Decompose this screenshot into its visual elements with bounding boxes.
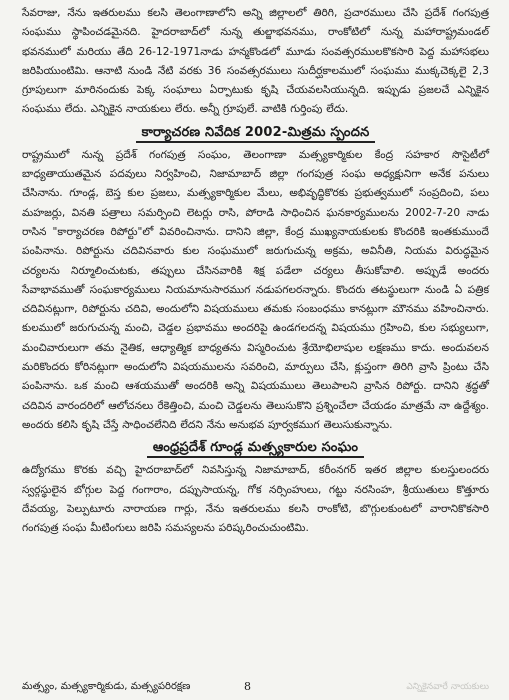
page-number: 8 bbox=[244, 680, 251, 693]
section-heading-report-text: కార్యాచరణ నివేదిక 2002-మిత్రమ స్పందన bbox=[136, 125, 376, 143]
section-heading-association-text: ఆంధ్రప్రదేశ్ గూండ్ల మత్స్యకారుల సంఘం bbox=[147, 440, 364, 458]
footer-keywords: మత్స్యం, మత్స్యకార్మికుడు, మత్స్యపరిరక్షణ bbox=[22, 681, 191, 692]
section-heading-report bbox=[22, 123, 489, 143]
association-paragraph: ఉద్యోగము కొరకు వచ్చి హైదరాబాద్‌లో నివసిస్తున్న నిజామాబాద్, కరీంనగర్ ఇతర జిల్లాల కులస్తులందరు స్వర్గస్థులైన బోగ్గుల పెద్ద గంగారాం, దప్పుసాయన్న, గోక నర్సింహులు, గట్టు నరసింహ, శ్రీయుతులు కొత్తూరు దేవయ్య, పెల్పుటూరు నారాయణ గార్లు, నేను ఇతరులము కలసి రాంకోటి, బొగ్గులకుంటలో వారానికొకసారి గంగపుత్ర సంఘ మీటింగులు జరిపి సమస్యలను పరిష్కరించుచుంటిమి. bbox=[22, 464, 489, 535]
section-heading-association bbox=[22, 438, 489, 458]
intro-paragraph: సేవరాజు, నేను ఇతరులము కలసి తెలంగాణాలోని అన్ని జిల్లాలలో తిరిగి, ప్రచారములు చేసి ప్రదేశ్ గంగపుత్ర సంఘము స్థాపించడమైనది. హైదరాబాద్‌లో నున్న తుల్జాభవనము, రాంకోటిలో నున్న మహారాష్ట్రమండల్ భవనములో మరియు తేది 26-12-1971నాడు హన్మకొండలో మూడు సంవత్సరములకొకసారి పెద్ద మహాసభలు జరిపియుంటిమి. ఆనాటి నుండి నేటి వరకు 36 సంవత్సరములు సుదీర్ఘకాలములో సంఘము ముక్కచెక్కలై 2,3 గ్రూపులుగా మారినందుకు పెక్క సంఘాలు ఏర్పాటుకు కృషి చేయవలసియున్నది. ఇప్పుడు ప్రజలచే ఎన్నికైన సంఘము లేదు. ఎన్నికైన నాయకులు లేరు. అన్నీ గ్రూపులే. వాటికి గుర్తింపు లేదు. bbox=[22, 7, 489, 116]
report-paragraph: రాష్ట్రములో నున్న ప్రదేశ్ గంగపుత్ర సంఘం, తెలంగాణా మత్స్యకార్మికుల కేంద్ర సహకార సొసైటీలో బాధ్యతాయుతమైన పదవులు నిర్వహించి, నిజామాబాద్ జిల్లా గంగపుత్ర సంఘ అధ్యక్షునిగా అనేక పనులు చేసినాను. గూండ్ల, బెస్త కుల ప్రజలు, మత్స్యకార్మికుల మేలు, అభివృద్ధికొరకు ప్రభుత్వములో సంప్రదించి, పలు మహజర్లు, వినతి పత్రాలు సమర్పించి లెటర్లు రాసి, పోరాడి సాధించిన ఘనకార్యములను 2002-7-20 నాడు రాసిన "కార్యాచరణ రిపోర్టు"లో వివరించినాను. దానిని జిల్లా, కేంద్ర ముఖ్యనాయకులకు కొందరికి ఇంతకుముందే పంపినాను. రిపోర్టును చదివినవారు కుల సంఘములో జరుగుచున్న అక్రమ, అవినీతి, నియమ విరుద్ధమైన చర్యలను నిర్మూలించుటకు, తప్పులు చేసినవారికి శిక్ష పడేలా చర్యలు తీసుకోవాలి. అప్పుడే అందరు సేవాభావముతో సంఘకార్యములు నియమానుసారముగ నడుపగలరన్నారు. కొందరు తటస్థులుగా నుండి ఏ పత్రిక చదివినట్లుగా, రిపోర్టును చదివి, అందులోని విషయములు తమకు సంబంధము కానట్లుగా మౌనము వహించినారు. కులములో జరుగుచున్న మంచి, చెడ్డల ప్రభావము అందరిపై ఉండగలదన్న విషయము గ్రహించి, కుల సభ్యులుగా, మంచివారులుగా తమ నైతిక, ఆధ్యాత్మిక బాధ్యతను విస్మరించుట శ్రేయోభిలాషుల లక్షణము కాదు. అందువలన మరికొందరు కోరినట్లుగా అందులోని విషయములను సవరించి, మార్పులు చేసి, క్లుప్తంగా తిరిగి వ్రాసి ప్రింటు చేసి పంపినాను. ఒక మంచి ఆశయముతో అందరికి అన్ని విషయములు తెలుపాలని వ్రాసిన రిపోర్టు. దానిని శ్రద్ధతో చదివిన వారందరిలో ఆలోచనలు రేకెత్తించి, మంచి చెడ్డలను తెలుసుకొని ప్రశ్నించేలా చేయడం మాత్రమే నా ఉద్దేశ్యం. అందరు కలిసి కృషి చేస్తే సాధించలేనిది లేదని నేను అనుభవ పూర్వకముగ తెలుసుకున్నాను. bbox=[22, 148, 489, 431]
bleed-through-text: ఎన్నికైనవారే నాయకులు bbox=[406, 682, 489, 692]
